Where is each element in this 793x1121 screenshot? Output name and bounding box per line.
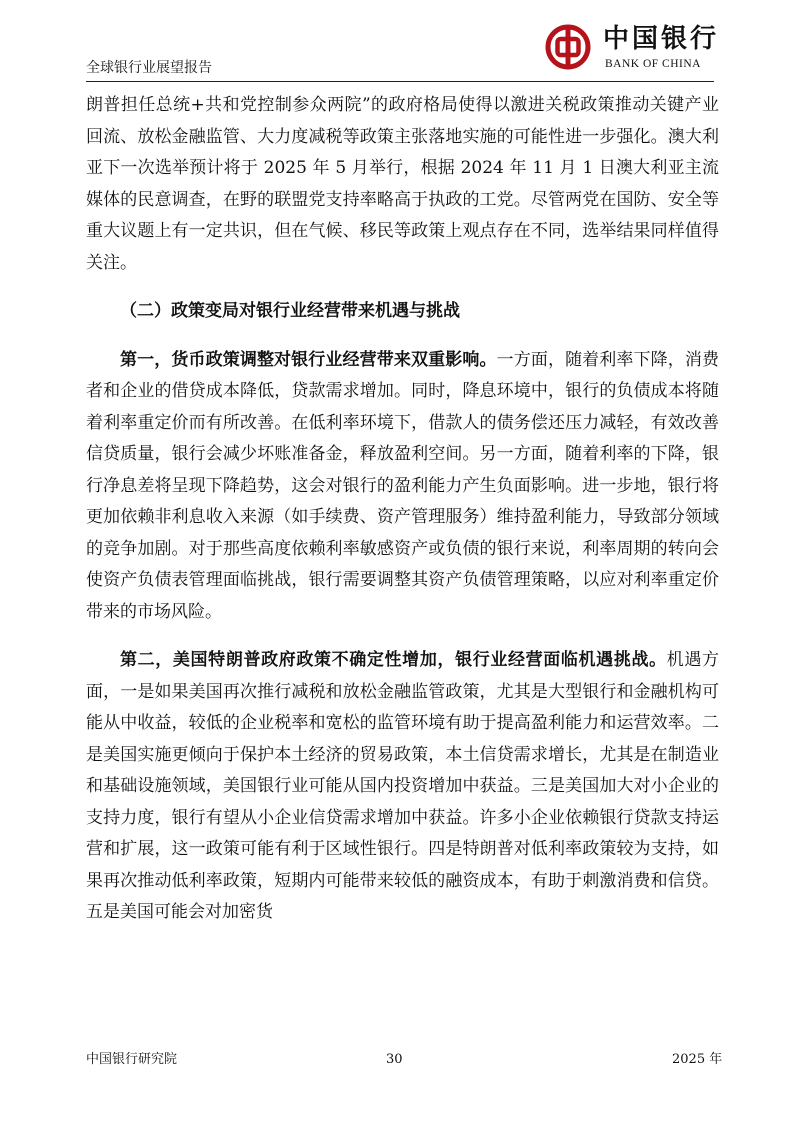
paragraph-monetary-policy — [86, 345, 719, 629]
header-divider — [86, 81, 714, 82]
paragraph-continuation: 朗普担任总统+共和党控制参众两院”的政府格局使得以激进关税政策推动关键产业回流、放松金融监管、大力度减税等政策主张落地实施的可能性进一步强化。澳大利亚下一次选举预计将于 2025 年 5 月举行，根据 2024 年 11 月 1 日澳大利亚主流媒体的民意调查，在野的联盟党支持率略高于执政的工党。尽管两党在国防、安全等重大议题上有一定共识，但在气候、移民等政策上观点存在不同，选举结果同样值得关注。 — [86, 95, 719, 273]
bank-of-china-emblem-icon — [545, 24, 591, 70]
page-number: 30 — [386, 1052, 403, 1067]
header-title: 全球银行业展望报告 — [86, 60, 212, 76]
footer-institution: 中国银行研究院 — [86, 1052, 178, 1067]
paragraph-us-policy — [86, 645, 719, 929]
logo-english-name: BANK OF CHINA — [605, 58, 701, 70]
paragraph-lead-monetary-policy: 第一，货币政策调整对银行业经营带来双重影响。 — [120, 349, 497, 370]
logo-chinese-name: 中国银行 — [603, 24, 720, 54]
paragraph-text-monetary-policy: 一方面，随着利率下降，消费者和企业的借贷成本降低，贷款需求增加。同时，降息环境中，银行的负债成本将随着利率重定价而有所改善。在低利率环境下，借款人的债务偿还压力减轻，有效改善信贷质量，银行会减少坏账准备金，释放盈利空间。另一方面，随着利率的下降，银行净息差将呈现下降趋势，这会对银行的盈利能力产生负面影响。进一步地，银行将更加依赖非利息收入来源（如手续费、资产管理服务）维持盈利能力，导致部分领域的竞争加剧。对于那些高度依赖利率敏感资产或负债的银行来说，利率周期的转向会使资产负债表管理面临挑战，银行需要调整其资产负债管理策略，以应对利率重定价带来的市场风险。 — [86, 349, 720, 622]
paragraph-lead-us-policy: 第二，美国特朗普政府政策不确定性增加，银行业经营面临机遇挑战。 — [120, 650, 667, 670]
footer-year: 2025 年 — [672, 1052, 723, 1067]
report-body — [86, 90, 719, 929]
paragraph-text-us-policy: 机遇方面，一是如果美国再次推行减税和放松金融监管政策，尤其是大型银行和金融机构可能从中收益，较低的企业税率和宽松的监管环境有助于提高盈利能力和运营效率。二是美国实施更倾向于保护本土经济的贸易政策，本土信贷需求增长，尤其是在制造业和基础设施领域，美国银行业可能从国内投资增加中获益。三是美国加大对小企业的支持力度，银行有望从小企业信贷需求增加中获益。许多小企业依赖银行贷款支持运营和扩展，这一政策可能有利于区域性银行。四是特朗普对低利率政策较为支持，如果再次推动低利率政策，短期内可能带来较低的融资成本，有助于刺激消费和信贷。五是美国可能会对加密货 — [86, 650, 720, 922]
section-subheading: （二）政策变局对银行业经营带来机遇与挑战 — [120, 301, 460, 321]
bank-of-china-logo — [545, 20, 720, 80]
